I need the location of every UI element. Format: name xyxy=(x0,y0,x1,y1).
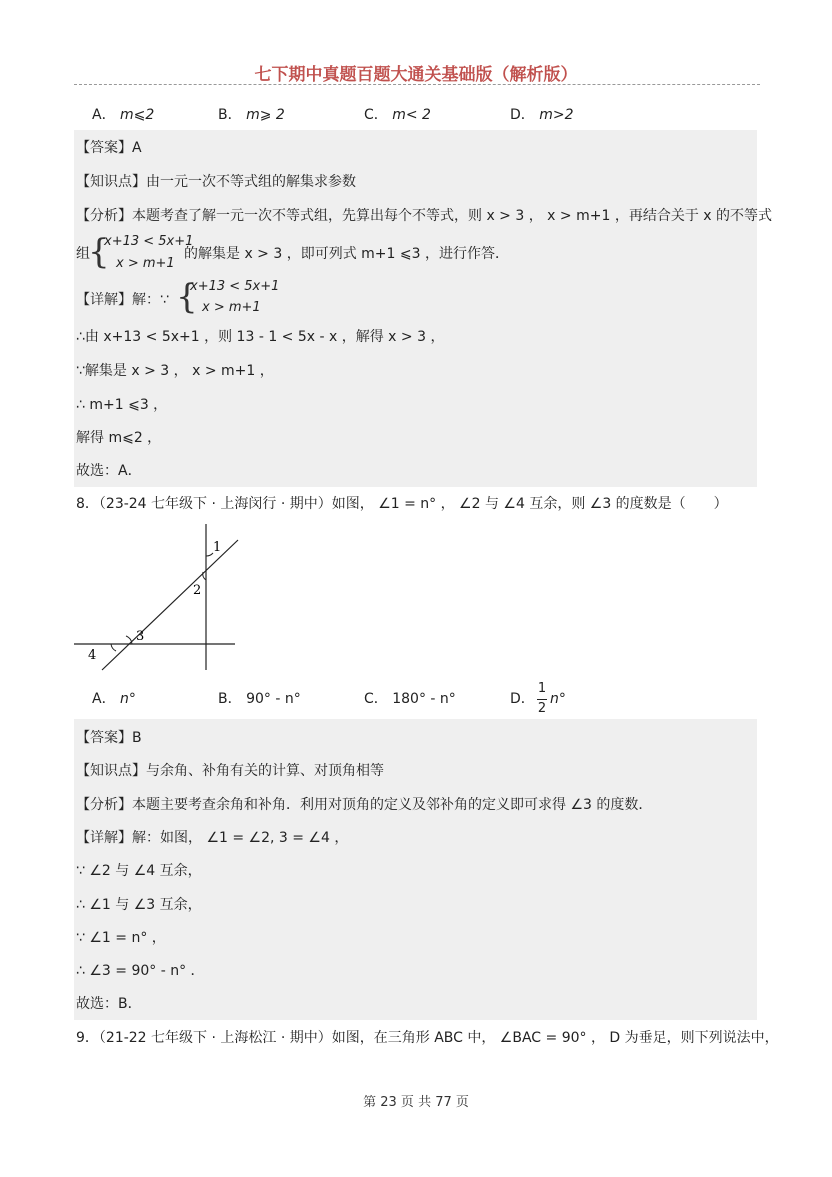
option-letter: D． xyxy=(510,107,535,123)
q7-analysis-prefix: 组 xyxy=(76,246,90,262)
q8-figure xyxy=(70,520,245,680)
figure-label-2: 2 xyxy=(193,583,202,598)
option-letter: B． xyxy=(218,691,242,707)
q8-option-d-suffix: n° xyxy=(550,691,566,707)
option-text: n° xyxy=(120,691,136,707)
option-text: 90° - n° xyxy=(246,691,301,707)
q8-option-a xyxy=(92,689,136,709)
option-text: m>2 xyxy=(539,107,574,123)
q7-answer: 【答案】A xyxy=(76,140,142,156)
q7-option-a xyxy=(92,105,154,125)
angle-4-arc xyxy=(111,644,116,651)
q8-answer: 【答案】B xyxy=(76,730,142,746)
q8-detail-line-2: ∵ ∠2 与 ∠4 互余， xyxy=(76,863,202,879)
q8-option-d-denominator: 2 xyxy=(537,701,547,716)
q8-knowledge-point: 【知识点】与余角、补角有关的计算、对顶角相等 xyxy=(76,763,384,779)
q7-detail-line-3: ∴ m+1 ⩽3 ， xyxy=(76,397,168,413)
q8-detail-line-1: 【详解】解：如图， ∠1 = ∠2, 3 = ∠4 ， xyxy=(76,830,349,846)
q8-option-b xyxy=(218,689,301,709)
system-brace: { xyxy=(88,232,110,272)
option-letter: C． xyxy=(364,691,388,707)
q7-detail-line-5: 故选：A． xyxy=(76,463,142,479)
fraction-bar xyxy=(537,699,547,700)
system-brace: { xyxy=(176,277,198,317)
q7-analysis-line-1: 【分析】本题考查了解一元一次不等式组，先算出每个不等式，则 x > 3 ， x > m+1 ，再结合关于 x 的不等式 xyxy=(76,208,772,224)
q7-analysis-suffix: 的解集是 x > 3 ，即可列式 m+1 ⩽3 ，进行作答． xyxy=(184,246,509,262)
q7-system-bottom: x > m+1 xyxy=(116,256,175,271)
option-text: m⩽2 xyxy=(120,107,155,123)
q8-option-c xyxy=(364,689,456,709)
q8-analysis: 【分析】本题主要考查余角和补角．利用对顶角的定义及邻补角的定义即可求得 ∠3 的度数． xyxy=(76,797,653,813)
q7-option-b xyxy=(218,105,285,125)
q7-option-c xyxy=(364,105,431,125)
option-letter: A． xyxy=(92,691,116,707)
q7-option-d xyxy=(510,105,574,125)
header-divider xyxy=(74,84,760,85)
angle-1-arc xyxy=(206,553,213,556)
option-text: m< 2 xyxy=(392,107,431,123)
q7-system-top: x+13 < 5x+1 xyxy=(104,234,194,249)
option-text: m⩾ 2 xyxy=(246,107,285,123)
q8-detail-line-6: 故选：B． xyxy=(76,996,142,1012)
q7-detail-line-1: ∴由 x+13 < 5x+1 ，则 13 - 1 < 5x - x ，解得 x > 3 ， xyxy=(76,329,445,345)
q8-detail-line-3: ∴ ∠1 与 ∠3 互余， xyxy=(76,897,202,913)
q8-detail-line-4: ∵ ∠1 = n° ， xyxy=(76,930,166,946)
q8-option-d-numerator: 1 xyxy=(537,681,547,696)
q8-question-text: 8．（23-24 七年级下 · 上海闵行 · 期中）如图， ∠1 = n° ， ∠2 与 ∠4 互余，则 ∠3 的度数是（ ） xyxy=(76,496,728,512)
q7-detail-system-top: x+13 < 5x+1 xyxy=(190,279,280,294)
q7-detail-prefix: 【详解】解：∵ xyxy=(76,292,169,308)
option-letter: B． xyxy=(218,107,242,123)
page-number-footer: 第 23 页 共 77 页 xyxy=(363,1095,469,1110)
option-letter: C． xyxy=(364,107,388,123)
figure-label-3: 3 xyxy=(136,629,145,644)
q7-knowledge-point: 【知识点】由一元一次不等式组的解集求参数 xyxy=(76,174,356,190)
figure-label-1: 1 xyxy=(213,540,222,555)
option-letter: A． xyxy=(92,107,116,123)
option-letter: D． xyxy=(510,691,535,707)
option-text: 180° - n° xyxy=(392,691,456,707)
q7-detail-line-4: 解得 m⩽2 ， xyxy=(76,430,162,446)
q7-detail-line-2: ∵解集是 x > 3 ， x > m+1 ， xyxy=(76,363,274,379)
figure-label-4: 4 xyxy=(88,648,97,663)
q8-option-d xyxy=(510,689,535,709)
q8-detail-line-5: ∴ ∠3 = 90° - n° ． xyxy=(76,963,205,979)
page-header-title: 七下期中真题百题大通关基础版（解析版） xyxy=(254,65,578,85)
q9-question-text: 9．（21-22 七年级下 · 上海松江 · 期中）如图，在三角形 ABC 中， ∠BAC = 90° ， D 为垂足，则下列说法中， xyxy=(76,1030,779,1046)
transversal-line xyxy=(102,540,238,670)
q7-detail-system-bottom: x > m+1 xyxy=(202,300,261,315)
